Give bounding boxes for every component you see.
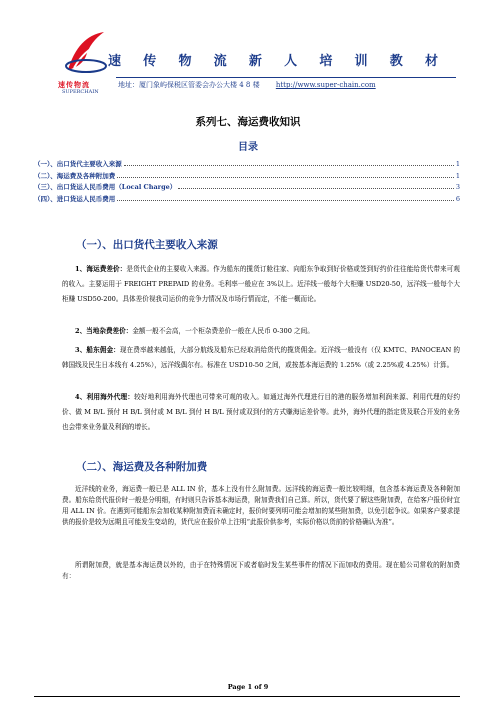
toc-entry-label: （一）、出口货代主要收入来源 xyxy=(34,160,122,168)
slogan-char: 新 xyxy=(248,54,262,69)
toc-heading: 目录 xyxy=(238,142,258,153)
paragraph-lead: 4、利用海外代理： xyxy=(75,393,135,401)
toc-entry[interactable] xyxy=(34,194,460,206)
paragraph-text: 是货代企业的主要收入来源。作为船东的揽货订舱往家、向船东争取到好价格或签到好约价往往能给货代带来可观的收入。主要运用于 FREIGHT PREPAID 的业务。毛利率一般应在 3%以上。近洋线一般每个大柜赚 USD20-50，远洋线一般每个大柜赚 USD50-200。具体差价视我司运价的竞争力情况及市场行情而定，不能一概而论。 xyxy=(62,265,460,303)
paragraph-lead: 1、海运费差价： xyxy=(75,265,127,273)
footer-rule xyxy=(34,696,460,697)
toc-leader-dots xyxy=(124,160,454,166)
toc-entry-label: （四）、进口货运人民币费用 xyxy=(34,194,116,203)
section2-paragraph: 近洋线的业务，海运费一般已是 ALL IN 价，基本上没有什么附加费。远洋线的海运费一般比较明细，包含基本海运费及各种附加费。船东给货代报价时一般是分明细，有时则只告诉基本海运费，附加费我们自己算。所以，货代要了解这些附加费，在给客户报价时宜用 ALL IN 价。在遇到可能船东会加收某种附加费而未确定时，报价时要列明可能会增加的某些附加费，以免引起争议。如果客户要求提供的报价是较为远期且可能发生变动的，货代应在报价单上注明“此报价供参考，实际价格以货前的价格确认为准”。 xyxy=(62,485,460,526)
paragraph-text: 金额一般不会高，一个柜杂费差价一般在人民币 0-300 之间。 xyxy=(132,327,314,335)
paragraph-text: 现在费率越来越低，大部分航线及船东已经取消给货代的揽货佣金。近洋线一般没有（仅 KMTC、PANOCEAN 的韩国线及民生日本线有 4.25%），远洋线偶尔有。标准在 USD10-50 之间，或按基本海运费的 1.25%（或 2.25%或 4.25%）计算。 xyxy=(62,346,460,369)
logo-english-name: SUPERCHAIN xyxy=(62,89,99,95)
section1-paragraph xyxy=(62,262,460,307)
slogan-char: 速 xyxy=(108,54,122,69)
slogan-char: 人 xyxy=(284,54,298,69)
paragraph-lead: 2、当地杂费差价： xyxy=(75,327,133,335)
toc-leader-dots xyxy=(178,183,454,189)
table-of-contents xyxy=(34,159,460,205)
slogan-char: 教 xyxy=(389,54,403,69)
company-website-link[interactable]: http://www.super-chain.com xyxy=(275,81,376,89)
toc-entry-page: 1 xyxy=(455,160,460,168)
section1-heading: （一）、出口货代主要收入来源 xyxy=(76,239,218,251)
toc-leader-dots xyxy=(117,195,454,201)
header-slogan xyxy=(108,50,438,69)
slogan-char: 物 xyxy=(178,54,192,69)
header-address-line xyxy=(118,80,376,90)
company-address: 地址：厦门象屿保税区管委会办公大楼 4 8 楼 xyxy=(118,81,260,89)
section1-paragraph xyxy=(62,343,460,373)
document-title: 系列七、海运费收知识 xyxy=(195,116,301,128)
toc-entry-label: （三）、出口货运人民币费用（Local Charge） xyxy=(34,183,177,191)
toc-entry-page: 1 xyxy=(455,171,460,180)
section1-paragraph xyxy=(62,324,460,339)
toc-entry[interactable] xyxy=(34,171,460,183)
slogan-char: 材 xyxy=(424,54,438,69)
page-header xyxy=(0,0,496,96)
slogan-char: 培 xyxy=(319,54,333,69)
toc-entry[interactable] xyxy=(34,182,460,194)
superchain-logo-icon xyxy=(60,26,112,78)
section2-paragraph: 所谓附加费，就是基本海运费以外的，由于在特殊情况下或者临时发生某些事件的情况下而加收的费用。现在船公司常收的附加费有： xyxy=(62,561,460,580)
toc-entry-page: 3 xyxy=(455,183,460,191)
toc-entry[interactable] xyxy=(34,159,460,171)
toc-entry-page: 6 xyxy=(455,194,460,203)
slogan-char: 训 xyxy=(354,54,368,69)
slogan-char: 流 xyxy=(213,54,227,69)
section1-paragraph xyxy=(62,390,460,435)
toc-entry-label: （二）、海运费及各种附加费 xyxy=(34,171,116,180)
paragraph-lead: 3、船东佣金： xyxy=(75,346,120,354)
section2-heading: （二）、海运费及各种附加费 xyxy=(76,461,208,473)
page-footer: Page 1 of 9 xyxy=(227,683,269,691)
header-rule xyxy=(116,77,456,78)
logo-chinese-name: 速传物流 xyxy=(58,80,90,89)
toc-leader-dots xyxy=(117,172,454,178)
slogan-char: 传 xyxy=(143,54,157,69)
paragraph-text: 较好地利用海外代理也可带来可观的收入。如通过海外代理进行目的港的服务增加利润来源、利用代理的好约价、做 M B/L 预付 H B/L 到付或 M B/L 到付 H B/L 预付或双到付的方式赚海运差价等。此外，海外代理的指定货及联合开发的业务也会带来业务量及利润的增长。 xyxy=(62,393,461,431)
